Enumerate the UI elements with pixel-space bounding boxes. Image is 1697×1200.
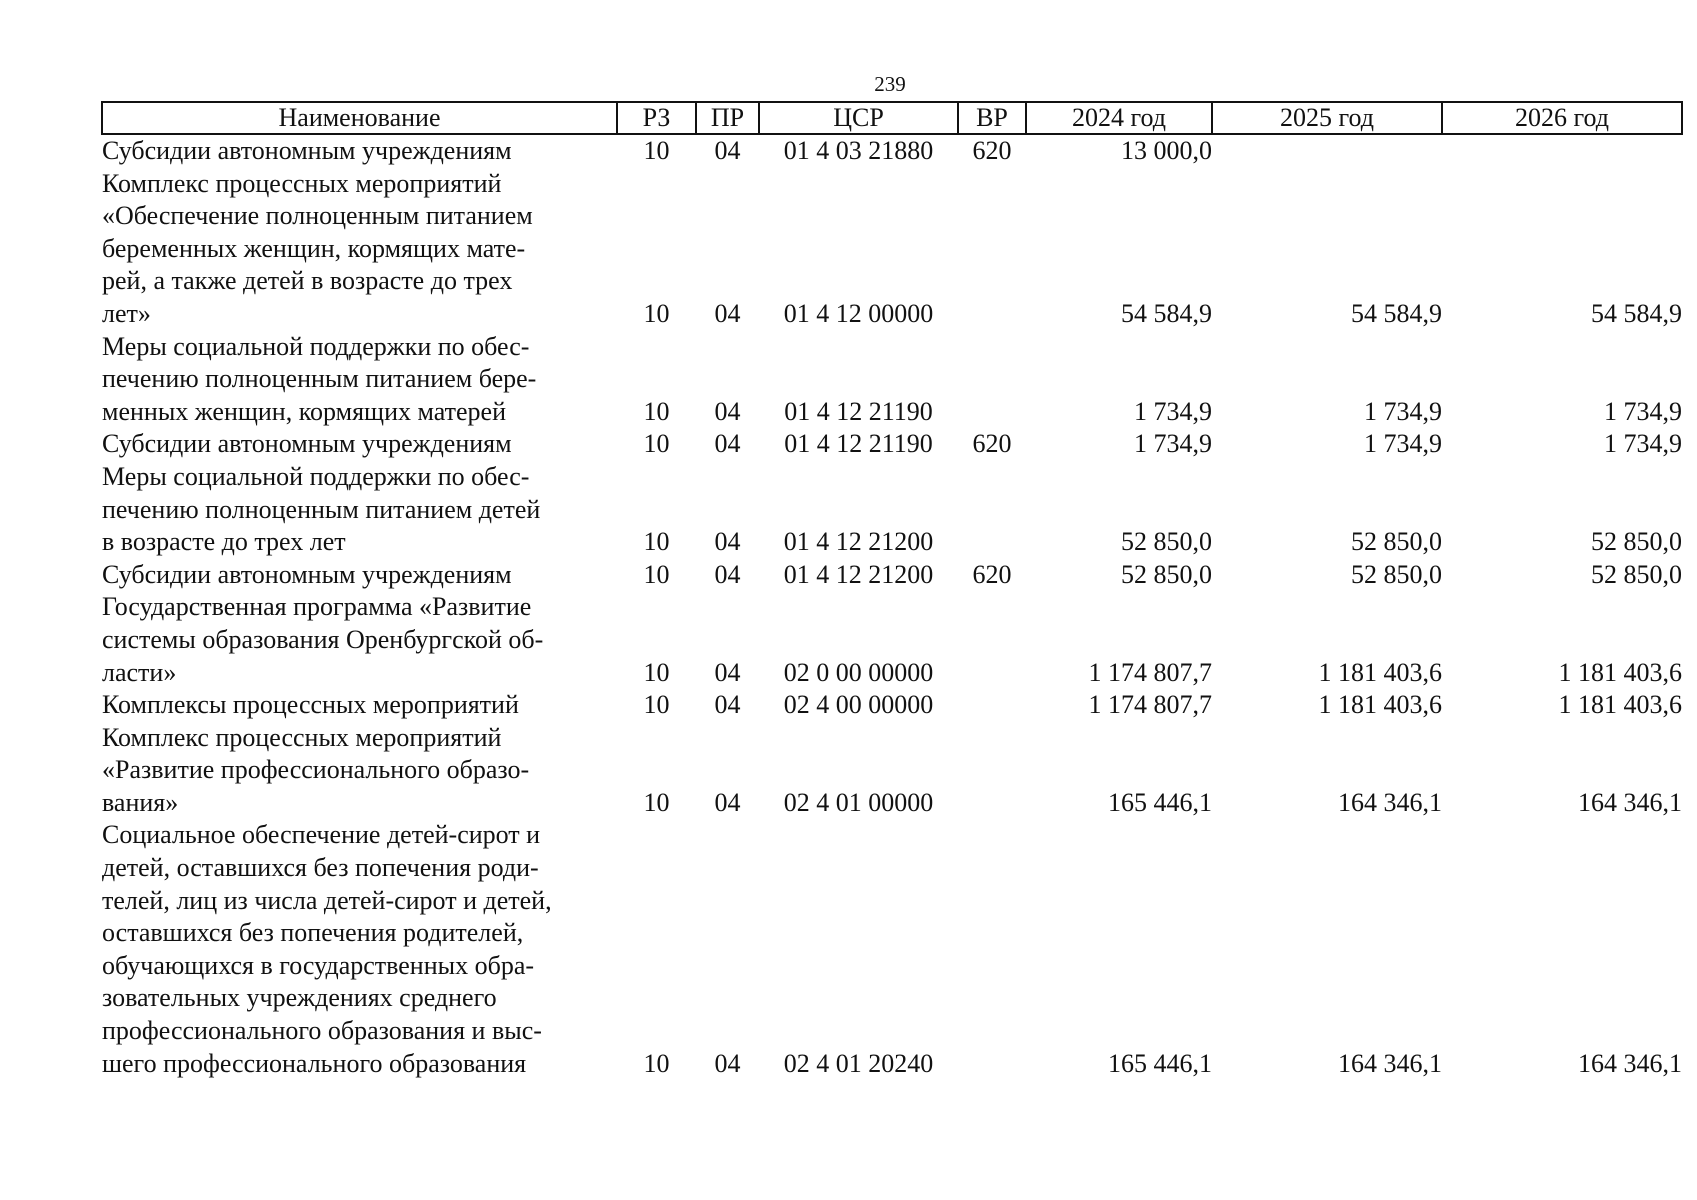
name-line: беременных женщин, кормящих мате- — [102, 233, 526, 263]
name-line: профессионального образования и выс- — [102, 1016, 542, 1046]
table-row — [102, 689, 1682, 722]
cell-2024: 1 734,9 — [1134, 396, 1212, 426]
name-line: ласти» — [102, 657, 177, 687]
cell-rz: 10 — [643, 690, 670, 720]
name-line: обучающихся в государственных обра- — [102, 950, 535, 980]
name-line: Субсидии автономным учреждениям — [102, 136, 512, 165]
cell-vr — [958, 591, 1026, 689]
table-row — [102, 591, 1682, 689]
cell-2026: 164 346,1 — [1578, 1048, 1682, 1078]
table-body — [102, 134, 1682, 1080]
cell-2026: 1 181 403,6 — [1558, 690, 1682, 720]
header-vr: ВР — [958, 102, 1026, 134]
cell-2025: 1 181 403,6 — [1318, 690, 1442, 720]
cell-2024: 165 446,1 — [1108, 1048, 1212, 1078]
name-line: Комплекс процессных мероприятий — [102, 168, 502, 198]
table-row — [102, 428, 1682, 461]
cell-csr: 01 4 12 21190 — [784, 396, 933, 426]
name-line: печению полноценным питанием детей — [102, 494, 541, 524]
name-line: печению полноценным питанием бере- — [102, 364, 537, 394]
cell-csr: 01 4 12 21190 — [784, 429, 933, 459]
table-row — [102, 461, 1682, 559]
cell-2026: 1 181 403,6 — [1558, 657, 1682, 687]
name-line: менных женщин, кормящих матерей — [102, 396, 506, 426]
name-line: «Развитие профессионального образо- — [102, 755, 530, 785]
cell-rz: 10 — [643, 657, 670, 687]
table-row — [102, 722, 1682, 820]
cell-rz: 10 — [643, 559, 670, 589]
cell-vr: 620 — [972, 429, 1012, 459]
header-pr: ПР — [696, 102, 759, 134]
name-line: Меры социальной поддержки по обес- — [102, 331, 530, 361]
cell-rz: 10 — [643, 429, 670, 459]
cell-2024: 1 734,9 — [1134, 429, 1212, 459]
cell-2026: 54 584,9 — [1591, 298, 1682, 328]
name-line: системы образования Оренбургской об- — [102, 624, 544, 654]
cell-2025: 1 734,9 — [1364, 429, 1442, 459]
cell-2025: 54 584,9 — [1351, 298, 1442, 328]
cell-vr — [958, 331, 1026, 429]
cell-name — [102, 461, 617, 559]
name-line: «Обеспечение полноценным питанием — [102, 201, 533, 231]
cell-name — [102, 559, 617, 592]
cell-pr: 04 — [714, 787, 741, 817]
table-row — [102, 559, 1682, 592]
cell-name — [102, 428, 617, 461]
header-2024: 2024 год — [1026, 102, 1212, 134]
cell-vr: 620 — [972, 136, 1012, 165]
cell-2026: 1 734,9 — [1604, 396, 1682, 426]
name-line: оставшихся без попечения родителей, — [102, 918, 524, 948]
cell-csr: 01 4 12 00000 — [783, 298, 934, 328]
cell-2026 — [1442, 134, 1682, 168]
cell-pr: 04 — [714, 396, 741, 426]
cell-name — [102, 168, 617, 331]
name-line: Комплекс процессных мероприятий — [102, 722, 502, 752]
cell-vr — [958, 689, 1026, 722]
name-line: Государственная программа «Развитие — [102, 592, 532, 622]
cell-rz: 10 — [643, 396, 670, 426]
cell-name — [102, 722, 617, 820]
cell-rz: 10 — [643, 787, 670, 817]
cell-name — [102, 689, 617, 722]
cell-2026: 52 850,0 — [1591, 527, 1682, 557]
budget-table — [101, 101, 1683, 1080]
name-line: телей, лиц из числа детей-сирот и детей, — [102, 885, 552, 915]
cell-pr: 04 — [714, 527, 741, 557]
cell-csr: 02 4 01 00000 — [783, 787, 934, 817]
cell-csr: 02 0 00 00000 — [783, 657, 934, 687]
cell-csr: 01 4 03 21880 — [783, 136, 934, 165]
table-row — [102, 819, 1682, 1080]
cell-2026: 164 346,1 — [1578, 787, 1682, 817]
name-line: Субсидии автономным учреждениям — [102, 559, 512, 589]
cell-rz: 10 — [643, 298, 670, 328]
cell-vr — [958, 461, 1026, 559]
header-rz: РЗ — [617, 102, 696, 134]
cell-pr: 04 — [714, 1048, 741, 1078]
cell-rz: 10 — [643, 136, 670, 165]
cell-2025: 164 346,1 — [1338, 1048, 1442, 1078]
table-row — [102, 168, 1682, 331]
cell-2026: 1 734,9 — [1604, 429, 1682, 459]
page-number: 239 — [874, 72, 906, 96]
name-line: Меры социальной поддержки по обес- — [102, 461, 530, 491]
cell-pr: 04 — [714, 657, 741, 687]
cell-2024: 52 850,0 — [1121, 559, 1212, 589]
cell-2025: 1 734,9 — [1364, 396, 1442, 426]
cell-name — [102, 331, 617, 429]
cell-2025: 164 346,1 — [1338, 787, 1442, 817]
cell-vr — [958, 819, 1026, 1080]
cell-rz: 10 — [643, 527, 670, 557]
header-2026: 2026 год — [1442, 102, 1682, 134]
header-name: Наименование — [102, 102, 617, 134]
table-row — [102, 134, 1682, 168]
cell-name — [102, 591, 617, 689]
cell-2024: 1 174 807,7 — [1088, 657, 1212, 687]
cell-2025 — [1212, 134, 1442, 168]
cell-2024: 1 174 807,7 — [1088, 690, 1212, 720]
cell-2024: 52 850,0 — [1121, 527, 1212, 557]
cell-pr: 04 — [714, 559, 741, 589]
cell-name — [102, 819, 617, 1080]
cell-pr: 04 — [714, 298, 741, 328]
name-line: рей, а также детей в возрасте до трех — [102, 266, 513, 296]
name-line: шего профессионального образования — [102, 1048, 527, 1078]
cell-rz: 10 — [643, 1048, 670, 1078]
cell-pr: 04 — [714, 136, 741, 165]
name-line: Социальное обеспечение детей-сирот и — [102, 820, 541, 850]
cell-name — [102, 134, 617, 168]
cell-2025: 52 850,0 — [1351, 559, 1442, 589]
cell-csr: 01 4 12 21200 — [783, 527, 934, 557]
table-row — [102, 331, 1682, 429]
cell-vr — [958, 168, 1026, 331]
name-line: вания» — [102, 787, 179, 817]
cell-pr: 04 — [714, 690, 741, 720]
cell-2026: 52 850,0 — [1591, 559, 1682, 589]
cell-2025: 52 850,0 — [1351, 527, 1442, 557]
name-line: в возрасте до трех лет — [102, 527, 346, 557]
name-line: лет» — [102, 298, 151, 328]
cell-2025: 1 181 403,6 — [1318, 657, 1442, 687]
cell-csr: 02 4 00 00000 — [783, 690, 934, 720]
table-header-row — [102, 102, 1682, 134]
cell-vr: 620 — [972, 559, 1012, 589]
cell-vr — [958, 722, 1026, 820]
cell-2024: 13 000,0 — [1121, 136, 1212, 165]
cell-csr: 01 4 12 21200 — [783, 559, 934, 589]
header-csr: ЦСР — [759, 102, 958, 134]
name-line: детей, оставшихся без попечения роди- — [102, 853, 539, 883]
cell-pr: 04 — [714, 429, 741, 459]
name-line: зовательных учреждениях среднего — [102, 983, 497, 1013]
cell-csr: 02 4 01 20240 — [783, 1048, 934, 1078]
cell-2024: 54 584,9 — [1121, 298, 1212, 328]
header-2025: 2025 год — [1212, 102, 1442, 134]
name-line: Комплексы процессных мероприятий — [102, 690, 519, 720]
cell-2024: 165 446,1 — [1108, 787, 1212, 817]
name-line: Субсидии автономным учреждениям — [102, 429, 512, 459]
